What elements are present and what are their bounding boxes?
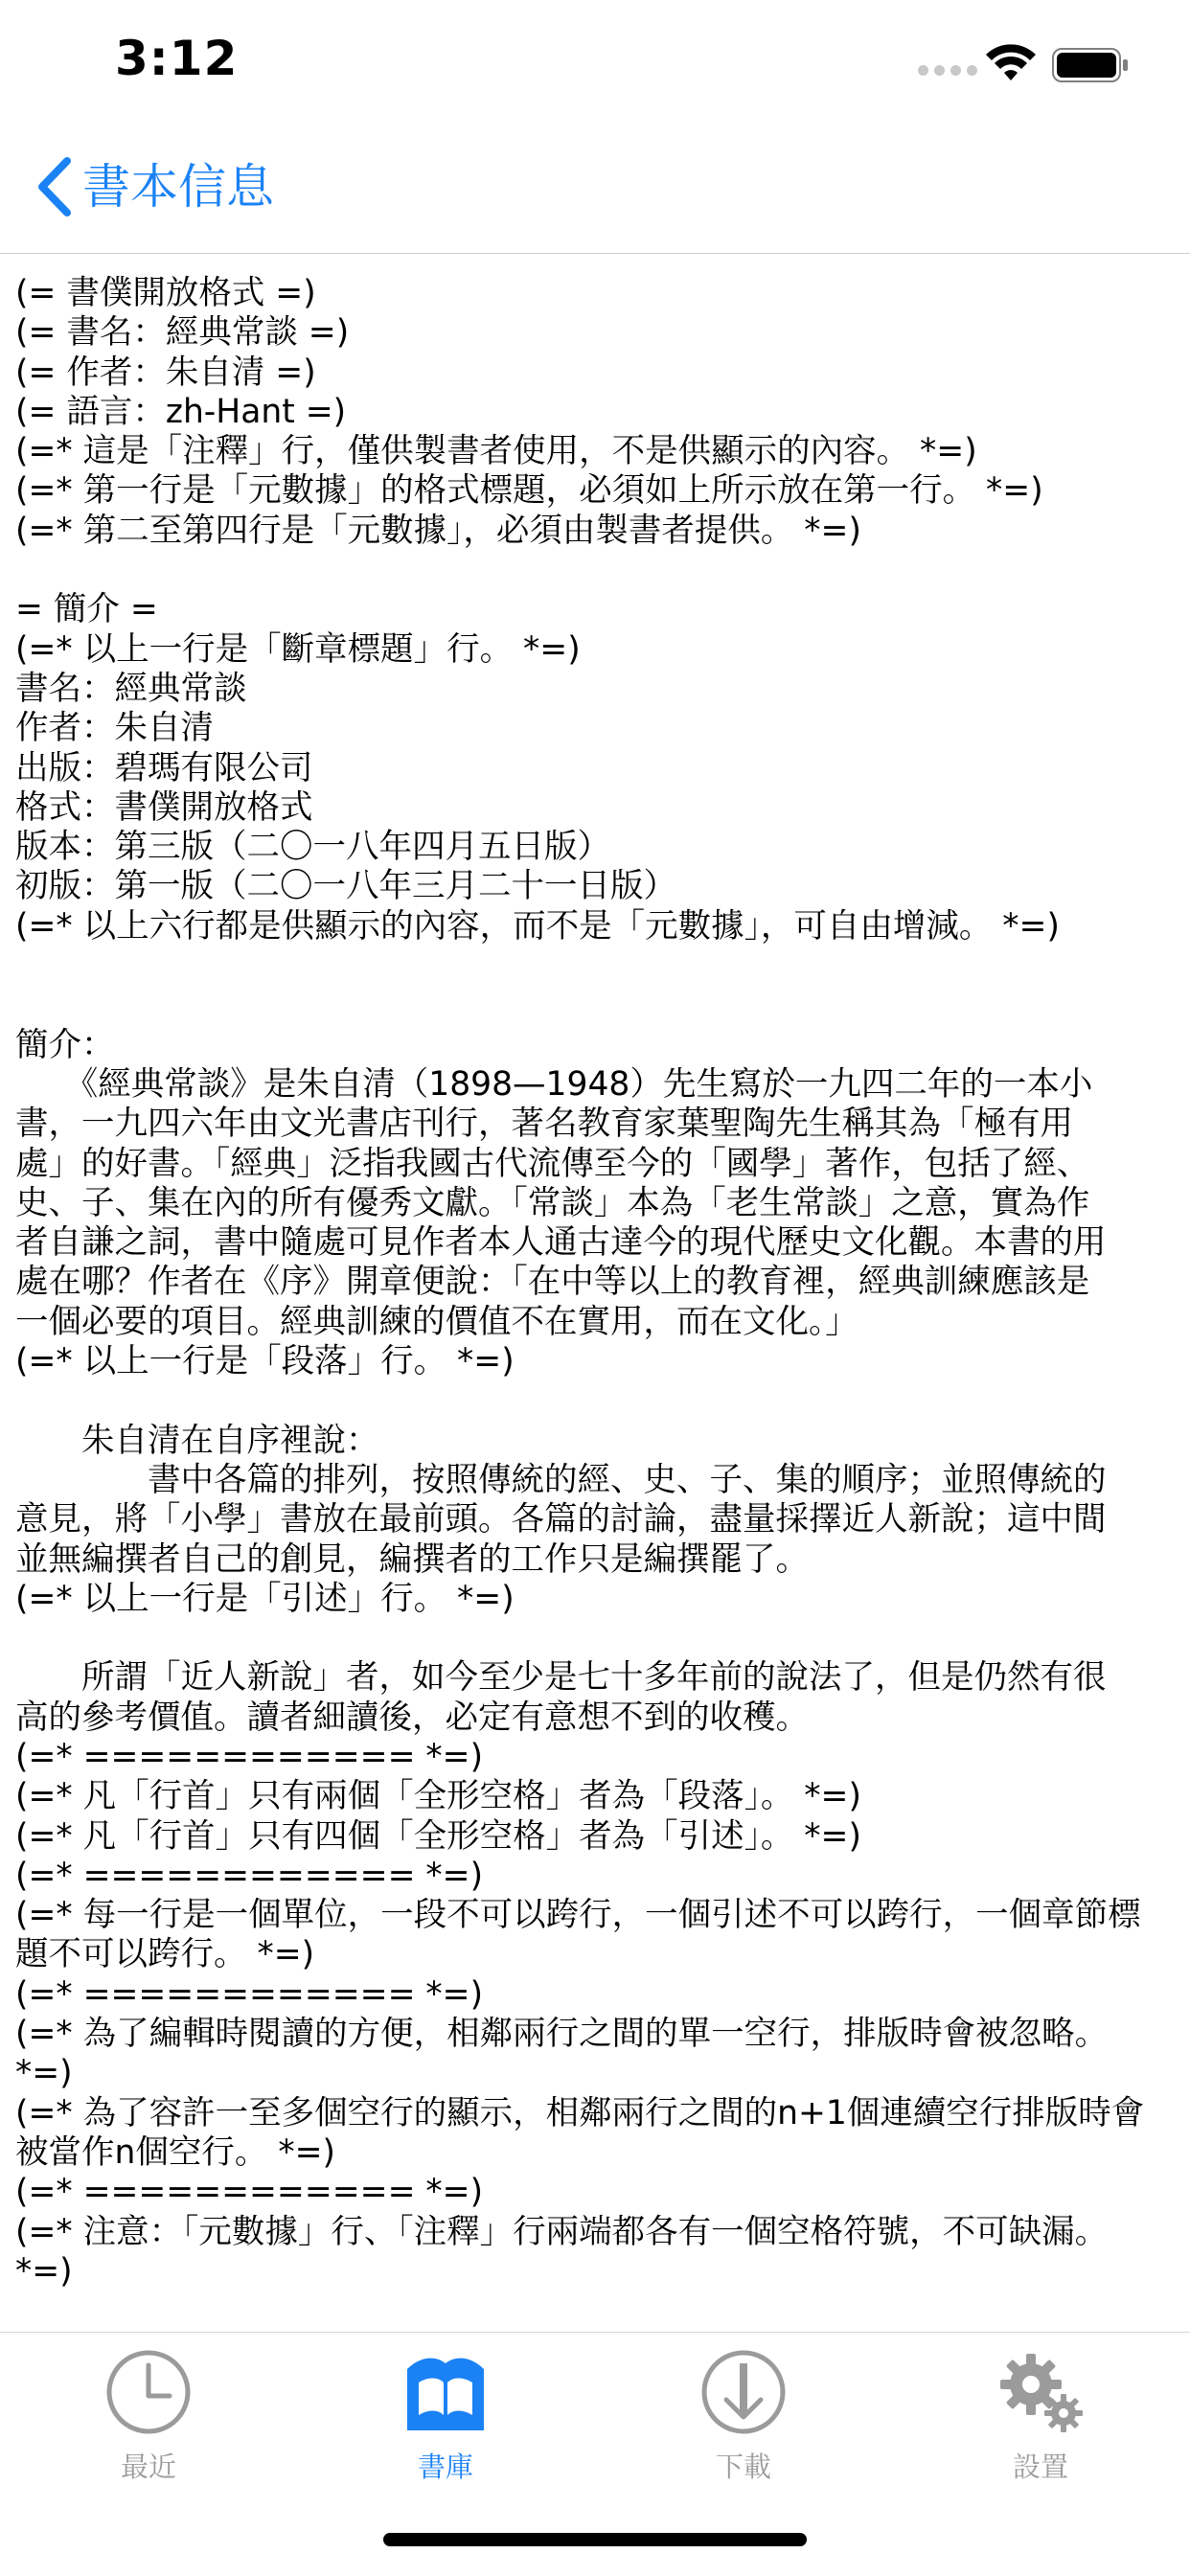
content-line: 史、子、集在內的所有優秀文獻。「常談」本為「老生常談」之意，實為作 (15, 1183, 1090, 1222)
back-button[interactable] (33, 155, 274, 218)
navigation-bar (0, 126, 1190, 254)
content-line (15, 986, 1179, 1025)
content-line: 被當作n個空行。 *=) (15, 2132, 335, 2172)
content-line: 《經典常談》是朱自清（1898—1948）先生寫於一九四二年的一本小 (15, 1064, 1093, 1104)
content-line: (=* ============ *=) (15, 1737, 484, 1776)
content-line: 一個必要的項目。經典訓練的價值不在實用，而在文化。」 (15, 1302, 858, 1341)
content-line: 格式：書僕開放格式 (15, 787, 313, 827)
clock-icon (103, 2346, 195, 2438)
tab-recent-label: 最近 (120, 2451, 176, 2483)
content-line: 處在哪？作者在《序》開章便說：「在中等以上的教育裡，經典訓練應該是 (15, 1263, 1090, 1302)
content-line: (=* ============ *=) (15, 1856, 484, 1895)
content-line: (=* ============ *=) (15, 2173, 484, 2212)
content-line: (=* 凡「行首」只有兩個「全形空格」者為「段落」。 *=) (15, 1777, 861, 1816)
content-line: (= 書僕開放格式 =) (15, 274, 316, 312)
content-line (15, 1381, 1179, 1421)
content-line: 並無編撰者自己的創見，編撰者的工作只是編撰罷了。 (15, 1539, 809, 1579)
content-line: = 簡介 = (15, 590, 158, 629)
book-icon (400, 2346, 492, 2438)
content-line: (=* 第二至第四行是「元數據」，必須由製書者提供。 *=) (15, 511, 861, 550)
tab-download-label: 下載 (715, 2451, 771, 2483)
content-line (15, 1619, 1179, 1658)
content-line: (=* 每一行是一個單位，一段不可以跨行，一個引述不可以跨行，一個章節標 (15, 1896, 1141, 1935)
gear-icon (995, 2346, 1087, 2438)
content-line (15, 946, 1179, 986)
content-line: (=* 以上一行是「斷章標題」行。 *=) (15, 629, 581, 669)
tab-library[interactable] (359, 2346, 532, 2485)
content-line: *=) (15, 2054, 73, 2093)
content-line: 版本：第三版（二〇一八年四月五日版） (15, 828, 610, 867)
content-line: 作者：朱自清 (15, 709, 214, 748)
home-indicator (383, 2533, 807, 2546)
chevron-left-icon (33, 155, 75, 218)
content-line: 簡介： (15, 1025, 115, 1064)
content-line: (=* 以上一行是「引述」行。 *=) (15, 1579, 515, 1618)
content-line: 高的參考價值。讀者細讀後，必定有意想不到的收穫。 (15, 1698, 809, 1737)
content-line: (=* 注意：「元數據」行、「注釋」行兩端都各有一個空格符號，不可缺漏。 (15, 2212, 1109, 2251)
tab-download[interactable] (657, 2346, 830, 2485)
content-line: (=* ============ *=) (15, 1974, 484, 2014)
content-line: 題不可以跨行。 *=) (15, 1935, 315, 1974)
tab-library-label: 書庫 (417, 2451, 473, 2483)
book-info-text[interactable] (15, 274, 1179, 2324)
tab-settings-label: 設置 (1012, 2451, 1068, 2483)
tab-settings[interactable] (954, 2346, 1127, 2485)
wifi-icon (985, 44, 1037, 82)
content-line: (=* 為了編輯時閱讀的方便，相鄰兩行之間的單一空行，排版時會被忽略。 (15, 2015, 1109, 2054)
content-line: 初版：第一版（二〇一八年三月二十一日版） (15, 867, 676, 906)
content-line: 意見，將「小學」書放在最前頭。各篇的討論，盡量採擇近人新說；這中間 (15, 1500, 1107, 1539)
content-line: (=* 這是「注釋」行，僅供製書者使用，不是供顯示的內容。 *=) (15, 432, 977, 471)
status-time: 3:12 (115, 31, 239, 86)
content-line: (=* 第一行是「元數據」的格式標題，必須如上所示放在第一行。 *=) (15, 471, 1043, 511)
content-line: 處」的好書。「經典」泛指我國古代流傳至今的「國學」著作，包括了經、 (15, 1144, 1090, 1183)
cellular-signal-icon (918, 65, 977, 76)
back-button-label: 書本信息 (82, 159, 274, 215)
content-line: 出版：碧瑪有限公司 (15, 748, 313, 787)
content-line: (=* 凡「行首」只有四個「全形空格」者為「引述」。 *=) (15, 1816, 861, 1856)
content-line: 書中各篇的排列，按照傳統的經、史、子、集的順序；並照傳統的 (15, 1460, 1107, 1499)
content-line: 者自謙之詞，書中隨處可見作者本人通古達今的現代歷史文化觀。本書的用 (15, 1223, 1107, 1263)
content-line: 所謂「近人新說」者，如今至少是七十多年前的說法了，但是仍然有很 (15, 1658, 1107, 1698)
content-line: (=* 以上六行都是供顯示的內容，而不是「元數據」，可自由增減。 *=) (15, 906, 1060, 946)
content-line (15, 551, 1179, 590)
content-line: 朱自清在自序裡說： (15, 1421, 379, 1460)
content-line: 書，一九四六年由文光書店刊行，著名教育家葉聖陶先生稱其為「極有用 (15, 1105, 1073, 1144)
content-line: (= 作者：朱自清 =) (15, 353, 316, 392)
content-line: (=* 以上一行是「段落」行。 *=) (15, 1342, 515, 1381)
content-line: (= 書名：經典常談 =) (15, 313, 350, 353)
tab-recent[interactable] (62, 2346, 235, 2485)
content-line: (=* 為了容許一至多個空行的顯示，相鄰兩行之間的n+1個連續空行排版時會 (15, 2093, 1145, 2132)
battery-icon (1052, 48, 1129, 82)
content-line: *=) (15, 2251, 73, 2291)
download-icon (698, 2346, 790, 2438)
content-line: (= 語言：zh-Hant =) (15, 392, 347, 431)
status-bar (0, 0, 1190, 126)
content-line: 書名：經典常談 (15, 669, 247, 708)
